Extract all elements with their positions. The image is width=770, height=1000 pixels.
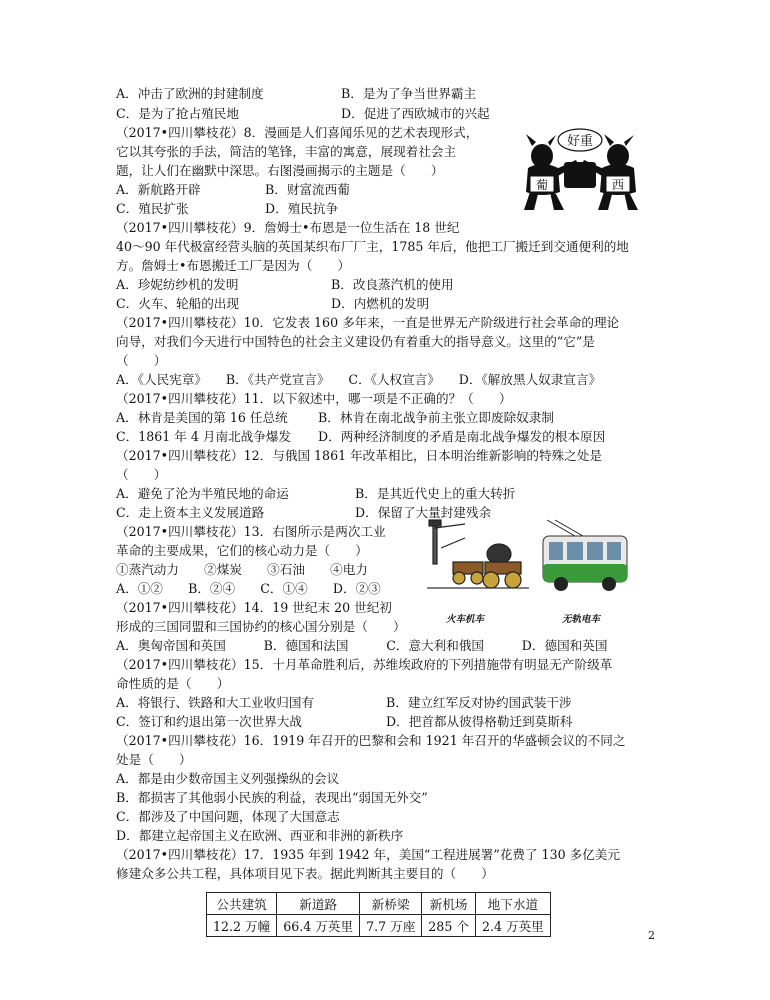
q10-stem-line-1: （2017•四川攀枝花）10．它发表 160 多年来，一直是世界无产阶级进行社会革命的理论 [116, 315, 620, 330]
colonial-cartoon-image [520, 126, 640, 214]
table-header-cell: 新道路 [277, 893, 360, 915]
q9-stem-line-2: 40～90 年代极富经营头脑的英国某织布厂厂主，1785 年后，他把工厂搬迁到交通便利的地 [116, 239, 629, 254]
q13-stem-line-2: 革命的主要成果，它们的核心动力是（ ） [116, 543, 368, 558]
q12-stem-line-1: （2017•四川攀枝花）12．与俄国 1861 年改革相比，日本明治维新影响的特殊之处是 [116, 448, 602, 463]
q16-option-c: C．都涉及了中国问题，体现了大国意志 [116, 809, 340, 824]
q11-stem-line-1: （2017•四川攀枝花）11．以下叙述中，哪一项是不正确的？（ ） [116, 391, 512, 406]
q15-stem-line-2: 命性质的是（ ） [116, 676, 230, 691]
q15-option-d: D．把首都从彼得格勒迁到莫斯科 [386, 714, 573, 729]
q11-option-d: D．两种经济制度的矛盾是南北战争爆发的根本原因 [318, 429, 606, 444]
trolleybus-caption: 无轨电车 [562, 614, 601, 625]
industrial-revolution-images [425, 518, 635, 618]
q12-option-b: B．是其近代史上的重大转折 [355, 486, 516, 501]
q7-option-d: D．促进了西欧城市的兴起 [341, 106, 490, 121]
q10-stem-line-3: （ ） [116, 353, 167, 368]
q9-option-d: D．内燃机的发明 [331, 296, 430, 311]
table-header-cell: 新桥梁 [360, 893, 422, 915]
q16-stem-line-1: （2017•四川攀枝花）16．1919 年召开的巴黎和会和 1921 年召开的华盛顿会议的不同之 [116, 733, 626, 748]
q11-option-b: B．林肯在南北战争前主张立即废除奴隶制 [318, 410, 554, 425]
q9-stem-line-1: （2017•四川攀枝花）9．詹姆士•布恩是一位生活在 18 世纪 [116, 220, 460, 235]
q7-option-b: B．是为了争当世界霸主 [341, 86, 477, 101]
q15-option-b: B．建立红军反对协约国武装干涉 [386, 695, 572, 710]
table-cell: 12.2 万幢 [207, 915, 277, 937]
table-cell: 285 个 [422, 915, 476, 937]
public-works-table [206, 892, 551, 937]
table-cell: 66.4 万英里 [277, 915, 360, 937]
q12-option-d: D．保留了大量封建残余 [355, 505, 492, 520]
q14-options: A．奥匈帝国和英国 B．德国和法国 C．意大利和俄国 D．德国和英国 [116, 638, 608, 653]
q8-option-d: D．殖民抗争 [265, 201, 339, 216]
q9-option-a: A．珍妮纺纱机的发明 [116, 277, 239, 292]
q16-option-a: A．都是由少数帝国主义列强操纵的会议 [116, 771, 340, 786]
table-header-cell: 地下水道 [475, 893, 550, 915]
cartoon-left-label: 葡 [535, 178, 549, 192]
q8-stem-line-1: （2017•四川攀枝花）8．漫画是人们喜闻乐见的艺术表现形式， [116, 125, 479, 140]
table-header-row [207, 893, 551, 915]
q12-option-c: C．走上资本主义发展道路 [116, 505, 265, 520]
q13-options: A．①② B．②④ C．①④ D．②③ [116, 581, 381, 596]
q8-option-b: B．财富流西葡 [265, 182, 350, 197]
q13-stem-line-1: （2017•四川攀枝花）13．右图所示是两次工业 [116, 524, 386, 539]
q9-stem-line-3: 方。詹姆士•布恩搬迁工厂是因为（ ） [116, 258, 351, 273]
table-cell: 7.7 万座 [360, 915, 422, 937]
q10-stem-line-2: 向导，对我们今天进行中国特色的社会主义建设仍有着重大的指导意义。这里的“它”是 [116, 334, 595, 349]
q10-options: A．《人民宪章》 B．《共产党宣言》 C．《人权宣言》 D．《解放黑人奴隶宣言》 [116, 372, 602, 387]
q11-option-a: A．林肯是美国的第 16 任总统 [116, 410, 288, 425]
q8-option-a: A．新航路开辟 [116, 182, 201, 197]
q17-stem-line-1: （2017•四川攀枝花）17．1935 年到 1942 年，美国“工程进展署”花费了 130 多亿美元 [116, 847, 620, 862]
q17-stem-line-2: 修建众多公共工程，具体项目见下表。据此判断其主要目的（ ） [116, 866, 494, 881]
q7-option-c: C．是为了抢占殖民地 [116, 106, 239, 121]
table-header-cell: 新机场 [422, 893, 476, 915]
q12-stem-line-2: （ ） [116, 467, 167, 482]
table-cell: 2.4 万英里 [475, 915, 550, 937]
q7-option-a: A．冲击了欧洲的封建制度 [116, 86, 264, 101]
table-row [207, 915, 551, 937]
q16-stem-line-2: 处是（ ） [116, 752, 192, 767]
page-number: 2 [648, 929, 655, 942]
cartoon-sack [564, 162, 596, 188]
steam-locomotive-image [427, 520, 529, 588]
q13-stem-line-3: ①蒸汽动力 ②煤炭 ③石油 ④电力 [116, 562, 368, 577]
q15-option-c: C．签订和约退出第一次世界大战 [116, 714, 302, 729]
q12-option-a: A．避免了沦为半殖民地的命运 [116, 486, 289, 501]
steam-locomotive-caption: 火车机车 [446, 614, 485, 625]
q11-option-c: C．1861 年 4 月南北战争爆发 [116, 429, 292, 444]
q8-option-c: C．殖民扩张 [116, 201, 189, 216]
q16-option-d: D．都建立起帝国主义在欧洲、西亚和非洲的新秩序 [116, 828, 404, 843]
q16-option-b: B．都损害了其他弱小民族的利益，表现出“弱国无外交” [116, 790, 428, 805]
q15-option-a: A．将银行、铁路和大工业收归国有 [116, 695, 315, 710]
trolleybus-image [543, 520, 627, 591]
q8-stem-line-2: 它以其夸张的手法，简洁的笔锋，丰富的寓意，展现着社会主 [116, 144, 457, 159]
q9-option-b: B．改良蒸汽机的使用 [331, 277, 454, 292]
q8-stem-line-3: 题，让人们在幽默中深思。右图漫画揭示的主题是（ ） [116, 163, 444, 178]
q9-option-c: C．火车、轮船的出现 [116, 296, 239, 311]
cartoon-right-label: 西 [611, 178, 625, 192]
cartoon-bubble-text: 好重 [566, 134, 594, 149]
q14-stem-line-1: （2017•四川攀枝花）14．19 世纪末 20 世纪初 [116, 600, 392, 615]
q14-stem-line-2: 形成的三国同盟和三国协约的核心国分别是（ ） [116, 619, 406, 634]
table-header-cell: 公共建筑 [207, 893, 277, 915]
q15-stem-line-1: （2017•四川攀枝花）15．十月革命胜利后，苏维埃政府的下列措施带有明显无产阶级革 [116, 657, 613, 672]
